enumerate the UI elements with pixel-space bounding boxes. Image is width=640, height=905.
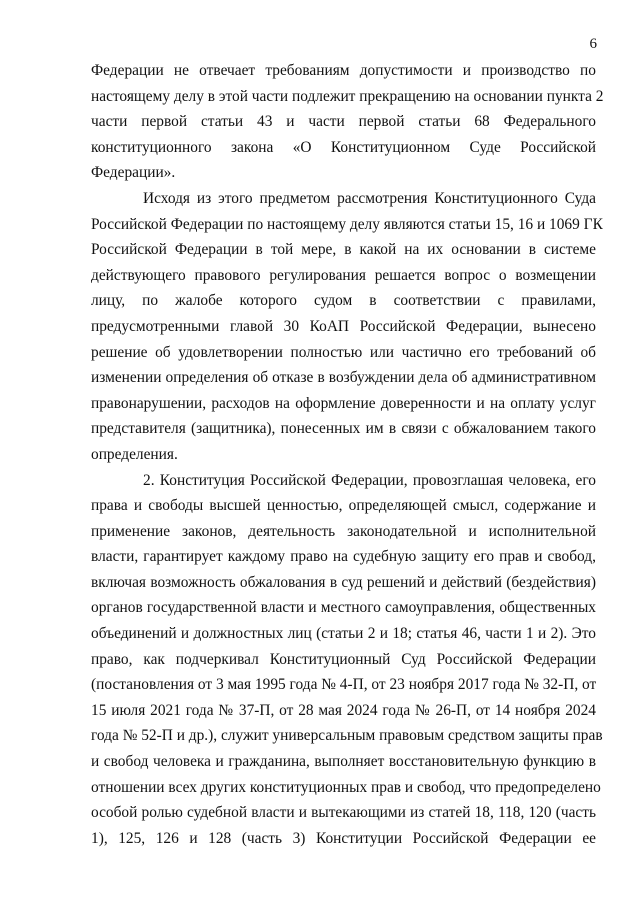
text-line: части первой статьи 43 и части первой статьи 68 Федерального [91,113,596,131]
text-line: включая возможность обжалования в суд решений и действий (бездействия) [91,573,596,591]
text-line: действующего правового регулирования решается вопрос о возмещении [91,266,596,284]
text-line: отношении всех других конституционных прав и свобод, что предопределено [91,778,601,796]
text-line: года № 52-П и др.), служит универсальным правовым средством защиты прав [91,727,603,745]
text-line: представителя (защитника), понесенных им в связи с обжалованием такого [91,420,596,438]
text-line: и свобод человека и гражданина, выполняет восстановительную функцию в [91,753,596,771]
text-line: права и свободы высшей ценностью, определяющей смысл, содержание и [91,497,596,515]
text-line: 15 июля 2021 года № 37-П, от 28 мая 2024 года № 26-П, от 14 ноября 2024 [91,701,596,719]
page-number: 6 [589,36,597,52]
text-line: конституционного закона «О Конституционном Суде Российской [91,138,596,156]
paragraph [91,186,603,468]
text-line: Исходя из этого предметом рассмотрения Конституционного Суда [143,189,596,207]
text-line: Российской Федерации в той мере, в какой на их основании в системе [91,241,596,259]
text-line: (постановления от 3 мая 1995 года № 4-П, от 23 ноября 2017 года № 32-П, от [91,676,597,694]
paragraph [91,468,603,852]
text-line: особой ролью судебной власти и вытекающими из статей 18, 118, 120 (часть [91,804,596,822]
text-line: правонарушении, расходов на оформление доверенности и на оплату услуг [91,394,596,412]
text-line: право, как подчеркивал Конституционный Суд Российской Федерации [91,650,596,668]
text-line: решение об удовлетворении полностью или частично его требований об [91,343,596,361]
text-line: власти, гарантирует каждому право на судебную защиту его прав и свобод, [91,548,596,566]
text-line: 2. Конституция Российской Федерации, провозглашая человека, его [143,471,596,489]
text-line: 1), 125, 126 и 128 (часть 3) Конституции Российской Федерации ее [91,829,596,847]
text-line: настоящему делу в этой части подлежит прекращению на основании пункта 2 [91,87,604,105]
text-line: органов государственной власти и местного самоуправления, общественных [91,599,596,617]
text-line: определения. [91,445,178,463]
text-line: Российской Федерации по настоящему делу являются статьи 15, 16 и 1069 ГК [91,215,603,233]
text-line: Федерации». [91,164,176,182]
text-line: Федерации не отвечает требованиям допустимости и производство по [91,62,596,79]
text-line: объединений и должностных лиц (статьи 2 и 18; статья 46, части 1 и 2). Это [91,625,596,643]
text-line: предусмотренными главой 30 КоАП Российской Федерации, вынесено [91,317,596,335]
paragraph [91,58,604,186]
text-line: лицу, по жалобе которого судом в соответствии с правилами, [91,292,596,310]
text-line: применение законов, деятельность законодательной и исполнительной [91,522,596,540]
document-body [91,58,604,851]
text-line: изменении определения об отказе в возбуждении дела об административном [91,369,596,387]
